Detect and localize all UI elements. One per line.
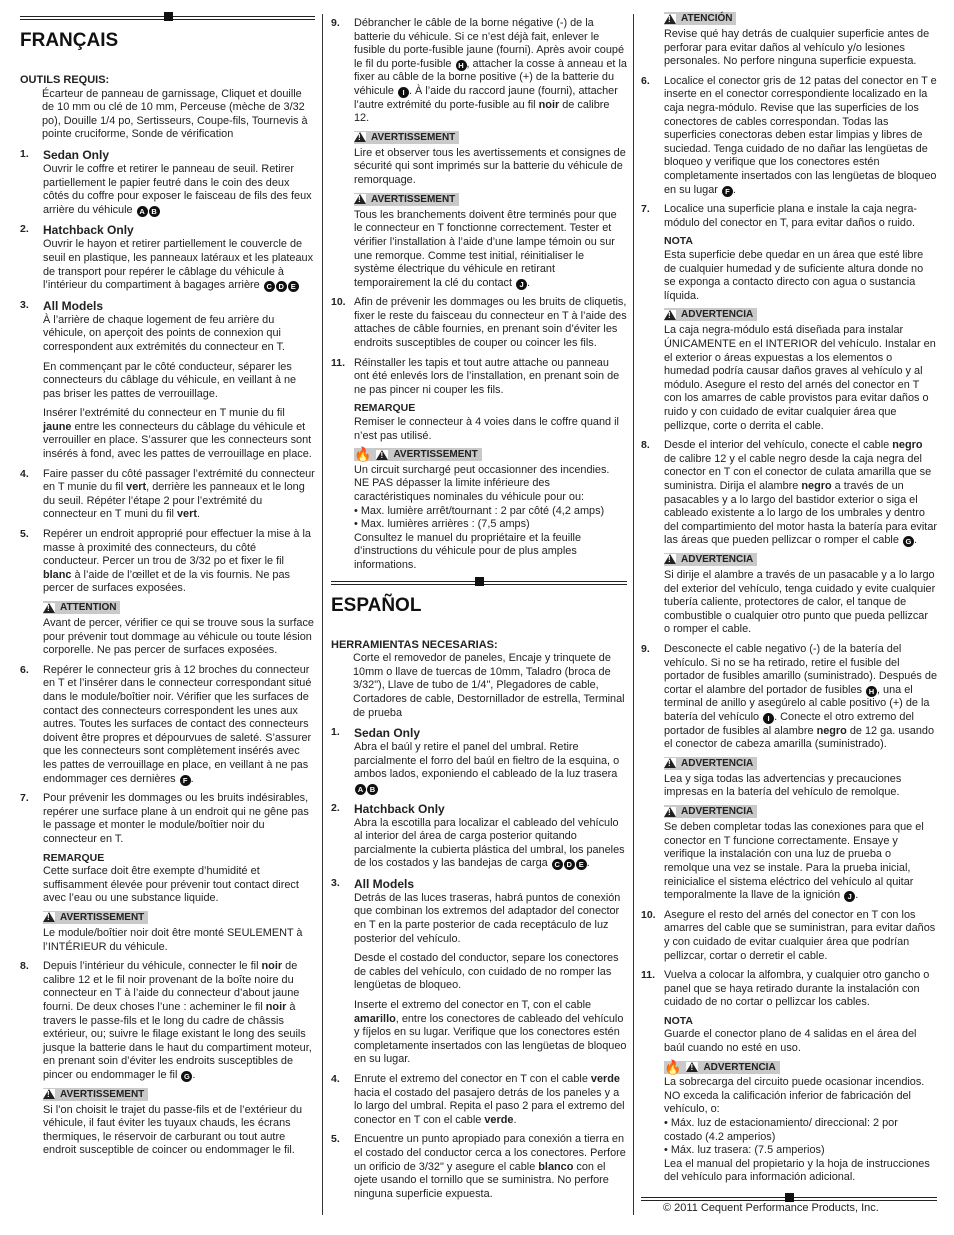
fire-warning-box: 🔥 ! ADVERTENCIA — [664, 1061, 937, 1077]
ref-g-icon: G — [903, 536, 914, 547]
step-11: 11. Réinstaller les tapis et tout autre attache ou panneau ont été enlevés lors de l’installation, en prenant soin de ne pas pincer ni couper les fils. REMARQUE Remiser le connecteur à 4 voies dans le coffre quand il n’est pas utilisé. 🔥 ! AVERTISSEMENT Un circuit surchargé peut occasionner des incendies. NE PAS dépasser la limite inférieure des caractéristiques nominales du véhicule pour ou: • Max. lumière arrêt/tournant : 2 par côté (4,2 amps) • Max. lumières arrières : (7,5 amps) Consultez le manuel du propriétaire et la feuille d’instructions du véhicule pour de plus amples informations. — [331, 357, 627, 573]
step-10: 10. Asegure el resto del arnés del conector en T con los amarres del cable que se suministran, para evitar daños y con cuidado de evitar cualquier área que podrían pellizcar, cortar o derretir el cable. — [641, 908, 936, 962]
step-2: 2. Hatchback Only Abra la escotilla para localizar el cableado del vehículo al interior del área de carga posterior quitando parcialmente la cubierta plástica del umbral, los paneles de los costados y las bandejas de carga C D E . — [331, 801, 625, 870]
note-title: NOTA — [664, 1014, 693, 1027]
warning-box: ! ADVERTENCIA — [664, 805, 937, 821]
copyright: © 2011 Cequent Performance Products, Inc. — [663, 1202, 879, 1214]
tools-title: OUTILS REQUIS: — [20, 74, 110, 86]
warning-icon — [664, 310, 676, 320]
warning-icon — [376, 450, 388, 460]
column-divider — [633, 14, 634, 1215]
fire-warning-box: 🔥 ! AVERTISSEMENT — [354, 448, 627, 464]
warning-icon — [664, 554, 676, 564]
ref-f-icon: F — [722, 186, 733, 197]
column-1 — [20, 14, 315, 1158]
warning-box: ! AVERTISSEMENT — [43, 1088, 315, 1104]
ref-d-icon: D — [276, 281, 287, 292]
ref-c-icon: C — [264, 281, 275, 292]
warning-icon — [43, 1089, 55, 1099]
step-7: 7. Localice una superficie plana e instale la caja negra-módulo del conector en T, para evitar daños o ruido. NOTA Esta superficie debe quedar en un área que esté libre de cualquier humedad y de suficiente altura donde no se exponga a contacto directo con agua o sustancia líquida. ! ADVERTENCIA La caja negra-módulo está diseñada para instalar ÚNICAMENTE en el INTERIOR del vehículo. Instalar en el exterior o áreas expuestas a los elementos o humedad podría causar daños graves al vehículo y al módulo. Asegure el resto del arnés del conector en T con los amarres de cable provistos para evitar daños o ruido y con cuidado de evitar cualquier área que pellizque, corte o derrita el cable. — [641, 203, 937, 433]
step-4: 4. Faire passer du côté passager l’extrémité du connecteur en T munie du fil vert, derrière les panneaux et le long du seuil. Répéter l’étape 2 pour l’extrémité du connecteur en T muni du fil vert. — [20, 467, 315, 521]
ref-e-icon: E — [288, 281, 299, 292]
spanish-heading: ESPAÑOL — [331, 594, 422, 616]
ref-j-icon: J — [844, 891, 855, 902]
ref-j-icon: J — [516, 279, 527, 290]
ref-i-icon: I — [398, 87, 409, 98]
step-9: 9. Débrancher le câble de la borne négative (-) de la batterie du véhicule. Si ce n’est déjà fait, enlever le fusible du porte-fusible jaune (fourni). Après avoir coupé le fil du porte-fusible H , attacher la cosse à anneau et la fixer au câble de la borne positive (+) de la batterie du véhicule I . À l’aide du raccord jaune (fourni), attacher l’autre extrémité du porte-fusible au fil noir de calibre 12. ! AVERTISSEMENT Lire et observer tous les avertissements et consignes de sécurité qui sont imprimés sur la batterie du véhicule de remorquage. ! AVERTISSEMENT Tous les branchements doivent être terminés pour que le connecteur en T fonctionne correctement. Tester et vérifier l’installation à l’aide d’une lampe témoin ou sur une remorque. Comme test initial, réinitialiser le système électrique du véhicule en retirant temporairement la clé du contact J . — [331, 17, 627, 290]
step-title: All Models — [43, 298, 104, 313]
ref-f-icon: F — [180, 775, 191, 786]
column-divider — [322, 14, 323, 1215]
warning-icon — [686, 1062, 698, 1072]
warning-box: ! ADVERTENCIA — [664, 308, 937, 324]
step-10: 10. Afin de prévenir les dommages ou les bruits de cliquetis, fixer le reste du faisceau du connecteur en T à l’aide des attaches de câble fournies, en prenant soin d’éviter les endroits susceptibles de couper ou coincer les fils. — [331, 296, 627, 350]
step-2: 2. Hatchback Only Ouvrir le hayon et retirer partiellement le couvercle de seuil en plastique, les panneaux latéraux et les plateaux de transport pour repérer le câblage du véhicule à l’intérieur du compartiment à bagages arrière C D E — [20, 223, 314, 292]
ref-b-icon: B — [367, 784, 378, 795]
note-title: REMARQUE — [354, 402, 416, 415]
step-5: 5. Repérer un endroit approprié pour effectuer la mise à la masse à proximité des connecteurs, du côté conducteur. Percer un trou de 3/32 po et fixer le fil blanc à l’aide de l’œillet et de la vis fournis. Ne pas percer de surfaces exposées. ! ATTENTION Avant de percer, vérifier ce qui se trouve sous la surface pour prévenir tout dommage au véhicule ou toute lésion corporelle. Ne pas percer de surfaces exposées. — [20, 528, 315, 658]
step-7: 7. Pour prévenir les dommages ou les bruits indésirables, repérer une surface plane à un endroit qui ne gêne pas le passage et monter le module/boîtier noir du connecteur en T. REMARQUE Cette surface doit être exempte d’humidité et suffisamment élevée pour prévenir tout contact direct avec l’eau ou une substance liquide. ! AVERTISSEMENT Le module/boîtier noir doit être monté SEULEMENT à l’INTÉRIEUR du véhicule. — [20, 792, 315, 954]
step-9: 9. Desconecte el cable negativo (-) de la batería del vehículo. Si no se ha retirado, retire el fusible del portador de fusibles amarillo (suministrado). Después de cortar el alambre del portador de fusibles H , una el terminal de anillo y asegúrelo al cable positivo (+) de la batería del vehículo I . Conecte el otro extremo del portador de fusibles al alambre negro de 12 ga. usando el conector de cabeza amarilla (suministrado). ! ADVERTENCIA Lea y siga todas las advertencias y precauciones impresas en la batería del vehículo de remolque. ! ADVERTENCIA Se deben completar todas las conexiones para que el conector en T funcione correctamente. Ensaye y verifique la instalación con una luz de prueba o remolque una vez se instale. Para la prueba inicial, reinicialice el sistema eléctrico del vehículo al quitar temporalmente la llave de la ignición J . — [641, 643, 937, 903]
ref-b-icon: B — [149, 206, 160, 217]
fire-icon: 🔥 — [354, 446, 372, 463]
step-5: 5. Encuentre un punto apropiado para conexión a tierra en el costado del conductor cerca a los conectores. Perfore un orificio de 3/32" y asegure el cable blanco con el ojete usando el tornillo que se suministra. No perfore ninguna superficie expuesta. — [331, 1133, 626, 1200]
step-3: 3. All Models Detrás de las luces traseras, habrá puntos de conexión que combinan los extremos del adaptador del conector en T en la parte posterior de cada receptáculo de luz posterior del vehículo. Desde el costado del conductor, separe los conectores de cables del vehículo, con cuidado de no romper las lengüetas de bloqueo. Inserte el extremo del conector en T, con el cable amarillo, entre los conectores de cableado del vehículo y fíjelos en su lugar. Verifique que los conectores estén completamente insertados con las lengüetas de bloqueo en su lugar. — [331, 876, 627, 1066]
warning-icon — [43, 912, 55, 922]
step-title: Hatchback Only — [43, 223, 134, 238]
french-heading: FRANÇAIS — [20, 30, 119, 51]
note-title: NOTA — [664, 235, 693, 248]
step-8: 8. Depuis l’intérieur du véhicule, connecter le fil noir de calibre 12 et le fil noir provenant de la boîte noire du connecteur en T à l’aide du connecteur d’about jaune fourni. De deux choses l’une : acheminer le fil noir à travers le passe-fils et le long du cadre de châssis extérieur, ou; suivre le filage existant le long des seuils jusque la batterie dans le haut du compartiment moteur, en prenant soin d’éviter les endroits susceptibles de pincer ou endommager le fil G . ! AVERTISSEMENT Si l’on choisit le trajet du passe-fils et de l’extérieur du véhicule, il faut éviter les tuyaux chauds, les écrans thermiques, le réservoir de carburant ou tout autre endroit susceptible de coincer ou endommager le fil. — [20, 960, 315, 1158]
step-1: 1. Sedan Only Abra el baúl y retire el panel del umbral. Retire parcialmente el forro del baúl en fieltro de la esquina, o ambos lados, exponiendo el cableado de la luz trasera A B — [331, 726, 620, 794]
warning-icon — [354, 194, 366, 204]
warning-icon — [664, 807, 676, 817]
section-rule — [20, 16, 315, 20]
warning-icon — [664, 758, 676, 768]
ref-i-icon: I — [763, 713, 774, 724]
column-3: ! ATENCIÓN Revise qué hay detrás de cualquier superficie antes de perforar para evitar daños al vehículo y/o lesiones personales. No perfore ninguna superficie expuesta. 6. Localice el conector gris de 12 patas del conector en T e inserte en el conector correspondiente localizado en la caja negra-módulo. Revise que las superficies de los conectores de cables correspondan. Todas las superficies conectoras deben estar limpias y libres de suciedad. Tenga cuidado de no dañar las lengüetas de bloqueo y verifique que los conectores estén completamente insertados con las lengüetas de bloqueo en su lugar F . 7. Localice una superficie plana e instale la caja negra-módulo del conector en T, para evitar daños o ruido. NOTA Esta superficie debe quedar en un área que esté libre de cualquier humedad y de suficiente altura donde no se exponga a contacto directo con agua o sustancia líquida. ! ADVERTENCIA La caja negra-módulo está diseñada para instalar ÚNICAMENTE en el INTERIOR del vehículo. Instalar en el exterior o áreas expuestas a los elementos o humedad podría causar daños graves al vehículo y al módulo. Asegure el resto del arnés del conector en T con los amarres de cable provistos para evitar daños o ruido y con cuidado de evitar cualquier área que pellizque, corte o derrita el cable. 8. Desde el interior del vehículo, conecte el cable negro de calibre 12 y el cable negro desde la caja negra del conector en T con el conector de culata amarilla que se suministra. Dirija el alambre negro a través de un pasacables y a lo largo del bastidor exterior o siga el cableado existente a lo largo de los umbrales y dentro del compartimiento del motor hasta la batería para evitar las áreas que pueden pellizcar o romper el cable G . ! ADVERTENCIA Si dirije el alambre a través de un pasacable y a lo largo del exterior del vehículo, tenga cuidado y evite cualquier tubería caliente, protectores de calor, el tanque de combustible o cualquier otro punto que pueda pellizcar o romper el cable. 9. Desconecte el cable negativo (-) de la batería del vehículo. Si no se ha retirado, retire el fusible del portador de fusibles amarillo (suministrado). Después de cortar el alambre del portador de fusibles H , una el terminal de anillo y asegúrelo al cable positivo (+) de la batería del vehículo I . Conecte el otro extremo del portador de fusibles al alambre negro de 12 ga. usando el conector de cabeza amarilla (suministrado). ! ADVERTENCIA Lea y siga todas las advertencias y precauciones impresas en la batería del vehículo de remolque. ! ADVERTENCIA Se deben completar todas las conexiones para que el conector en T funcione correctamente. Ensaye y verifique la instalación con una luz de prueba o remolque una vez se instale. Para la prueba inicial, reinicialice el sistema eléctrico del vehículo al quitar temporalmente la llave de la ignición J . 10. Asegure el resto del arnés del conector en T con los amarres del cable que se suministran, para evitar daños y con cuidado de evitar cualquier área que podrían pellizcar, cortar o derretir el cable. 11. Vuelva a colocar la alfombra, y cualquier otro gancho o panel que se haya retirado durante la instalación con cuidado de no cortar o pellizcar los cables. NOTA Guarde el conector plano de 4 salidas en el área del baúl cuando no esté en uso. 🔥 ! ADVERTENCIA La sobrecarga del circuito puede ocasionar incendios. NO exceda la calificación inferior de fabricación del vehículo, o: • Máx. luz de estacionamiento/ direccional: 2 por costado (4.2 amperios) • Máx. luz trasera: (7.5 amperios) Lea el manual del propietario y la hoja de instrucciones del vehículo para información adicional. — [641, 12, 937, 1205]
section-rule — [331, 581, 627, 585]
step-1: 1. Sedan Only Ouvrir le coffre et retirer le panneau de seuil. Retirer partiellement le papier feutré dans le coin des deux côtés du coffre pour exposer le faisceau de fils des feux arrière du véhicule A B — [20, 148, 315, 217]
warning-box: ! ATENCIÓN — [664, 12, 937, 28]
warning-icon — [354, 132, 366, 142]
note-title: REMARQUE — [43, 851, 105, 864]
ref-e-icon: E — [576, 859, 587, 870]
step-title: Sedan Only — [43, 147, 110, 162]
warning-box: ! AVERTISSEMENT — [354, 193, 627, 209]
fire-icon: 🔥 — [664, 1058, 682, 1075]
ref-h-icon: H — [866, 686, 877, 697]
ref-c-icon: C — [552, 859, 563, 870]
step-3: 3. All Models À l’arrière de chaque logement de feu arrière du véhicule, on aperçoit des points de connexion qui correspondent aux extrémités du connecteur en T. En commençant par le côté conducteur, séparer les connecteurs du câblage du véhicule, en veillant à ne pas briser les pattes de verrouillage. Insérer l’extrémité du connecteur en T munie du fil jaune entre les connecteurs du câblage du véhicule et verrouiller en place. S’assurer que les connecteurs sont insérés à fond, avec les pattes de verrouillage en place. — [20, 299, 315, 462]
section-rule — [641, 1197, 937, 1201]
warning-box: ! ADVERTENCIA — [664, 757, 937, 773]
step-6: 6. Repérer le connecteur gris à 12 broches du connecteur en T et l’insérer dans le connecteur correspondant situé dans le module/boîtier noir. Vérifier que les surfaces de contact des connecteurs correspondent les unes aux autres. Toutes les surfaces de contact des connecteurs doivent être propres et dépourvues de saleté. S’assurer que les connecteurs sont complètement insérés avec les pattes de verrouillage en place, en veillant à ne pas endommager ces dernières F . — [20, 663, 312, 785]
ref-a-icon: A — [137, 206, 148, 217]
warning-box: ! ADVERTENCIA — [664, 553, 937, 569]
step-6: 6. Localice el conector gris de 12 patas del conector en T e inserte en el conector correspondiente localizado en la caja negra-módulo. Revise que las superficies de los conectores de cables correspondan. Todas las superficies conectoras deben estar limpias y libres de suciedad. Tenga cuidado de no dañar las lengüetas de bloqueo y verifique que los conectores estén completamente insertados con las lengüetas de bloqueo en su lugar F . — [641, 74, 937, 196]
ref-a-icon: A — [355, 784, 366, 795]
warning-box: ! ATTENTION — [43, 601, 315, 617]
tools-title: HERRAMIENTAS NECESARIAS: — [331, 638, 498, 651]
warning-box: ! AVERTISSEMENT — [354, 131, 627, 147]
warning-icon — [43, 603, 55, 613]
column-2 — [331, 4, 627, 1201]
ref-h-icon: H — [456, 60, 467, 71]
step-11: 11. Vuelva a colocar la alfombra, y cualquier otro gancho o panel que se haya retirado durante la instalación con cuidado de no cortar o pellizcar los cables. NOTA Guarde el conector plano de 4 salidas en el área del baúl cuando no esté en uso. 🔥 ! ADVERTENCIA La sobrecarga del circuito puede ocasionar incendios. NO exceda la calificación inferior de fabricación del vehículo, o: • Máx. luz de estacionamiento/ direccional: 2 por costado (4.2 amperios) • Máx. luz trasera: (7.5 amperios) Lea el manual del propietario y la hoja de instrucciones del vehículo para información adicional. — [641, 969, 937, 1185]
warning-icon — [664, 14, 676, 24]
ref-d-icon: D — [564, 859, 575, 870]
step-4: 4. Enrute el extremo del conector en T con el cable verde hacia el costado del pasajero detrás de los paneles y a lo largo del umbral. Repita el paso 2 para el extremo del conector en T con el cable verde. — [331, 1073, 625, 1126]
step-8: 8. Desde el interior del vehículo, conecte el cable negro de calibre 12 y el cable negro desde la caja negra del conector en T con el conector de culata amarilla que se suministra. Dirija el alambre negro a través de un pasacables y a lo largo del bastidor exterior o siga el cableado existente a lo largo de los umbrales y dentro del compartimiento del motor hasta la batería para evitar las áreas que pueden pellizcar o romper el cable G . ! ADVERTENCIA Si dirije el alambre a través de un pasacable y a lo largo del exterior del vehículo, tenga cuidado y evite cualquier tubería caliente, protectores de calor, el tanque de combustible o cualquier otro punto que pueda pellizcar o romper el cable. — [641, 439, 937, 637]
ref-g-icon: G — [181, 1071, 192, 1082]
tools-text: Écarteur de panneau de garnissage, Cliquet et douille de 10 mm ou clé de 10 mm, Perceuse (mèche de 3/32 po), Douille 1/4 po, Sertisseurs, Coupe-fils, Tournevis à pointe cruciforme, Sonde de vérification — [42, 87, 308, 141]
warning-box: ! AVERTISSEMENT — [43, 911, 315, 927]
tools-text: Corte el removedor de paneles, Encaje y trinquete de 10mm o llave de tuercas de 10mm, Taladro (broca de 3/32"), Llave de tubo de 1/4", Plegadores de cable, Cortadores de cable, Destornillador de estrella, Terminal de prueba — [353, 652, 625, 719]
